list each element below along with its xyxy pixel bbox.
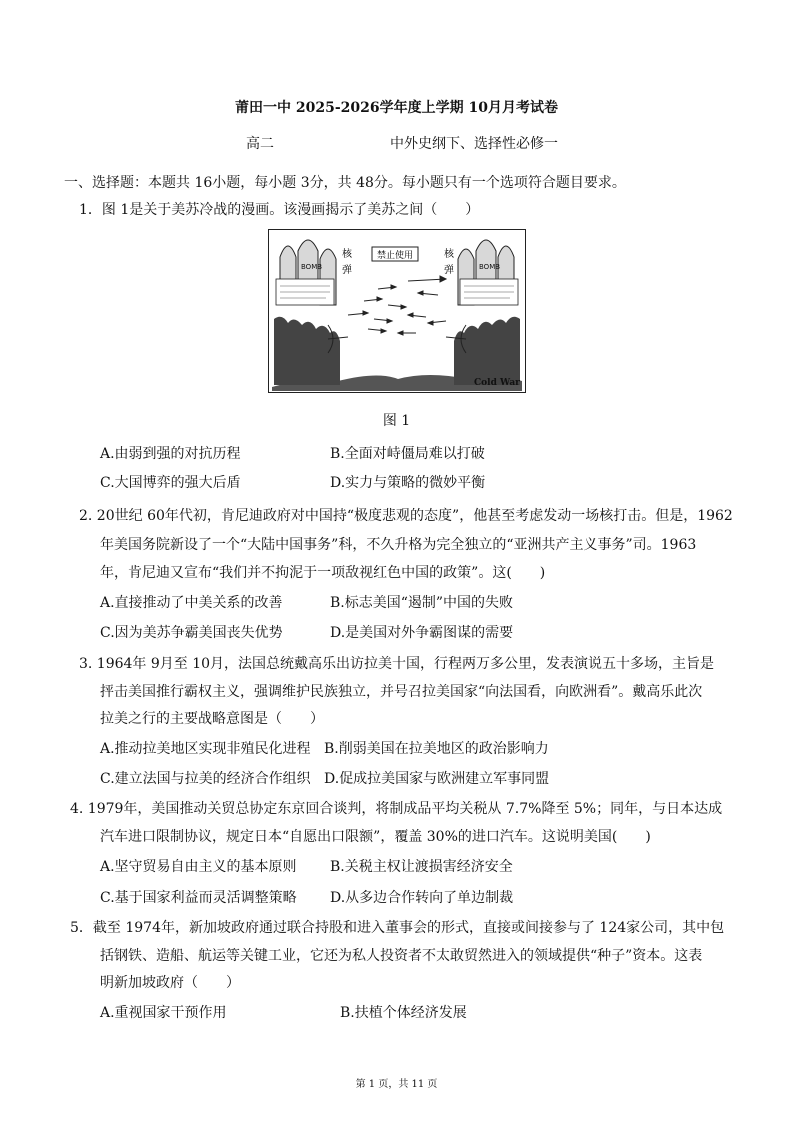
q3-option-b[interactable]: B.削弱美国在拉美地区的政治影响力 xyxy=(324,741,549,757)
nuke-label-right-2: 弹 xyxy=(444,265,454,276)
question-2-line-2: 年美国务院新设了一个“大陆中国事务”科，不久升格为完全独立的“亚洲共产主义事务”司。1963 xyxy=(100,537,697,553)
page-title: 莆田一中 2025-2026学年度上学期 10月月考试卷 xyxy=(235,100,558,116)
nuke-label-left-2: 弹 xyxy=(342,265,352,276)
q4-option-c[interactable]: C.基于国家利益而灵活调整策略 xyxy=(100,890,297,906)
cold-war-label: Cold War xyxy=(474,378,520,388)
question-1-text: 1．图 1是关于美苏冷战的漫画。该漫画揭示了美苏之间（ ） xyxy=(79,202,480,218)
q1-option-a[interactable]: A.由弱到强的对抗历程 xyxy=(100,446,241,462)
q4-option-b[interactable]: B.关税主权让渡损害经济安全 xyxy=(330,859,513,875)
figure-caption: 图 1 xyxy=(382,413,411,429)
grade-label: 高二 xyxy=(246,136,274,152)
question-2-line-1: 2. 20世纪 60年代初，肯尼迪政府对中国持“极度悲观的态度”，他甚至考虑发动一场核打击。但是，1962 xyxy=(79,508,733,524)
subject-label: 中外史纲下、选择性必修一 xyxy=(390,136,558,152)
q1-option-b[interactable]: B.全面对峙僵局难以打破 xyxy=(330,446,485,462)
q2-option-d[interactable]: D.是美国对外争霸图谋的需要 xyxy=(330,625,514,641)
nuke-label-right-1: 核 xyxy=(444,249,454,260)
cold-war-cartoon xyxy=(268,229,526,393)
question-4-line-2: 汽车进口限制协议，规定日本“自愿出口限额”，覆盖 30%的进口汽车。这说明美国( ) xyxy=(100,829,651,845)
bomb-text-left: BOMB xyxy=(301,263,323,271)
q2-option-b[interactable]: B.标志美国“遏制”中国的失败 xyxy=(330,595,514,611)
question-3-line-1: 3. 1964年 9月至 10月，法国总统戴高乐出访拉美十国，行程两万多公里，发表演说五十多场，主旨是 xyxy=(79,656,715,672)
q1-option-c[interactable]: C.大国博弈的强大后盾 xyxy=(100,475,241,491)
q5-option-b[interactable]: B.扶植个体经济发展 xyxy=(340,1005,467,1021)
bomb-text-right: BOMB xyxy=(479,263,501,271)
question-4-line-1: 4. 1979年，美国推动关贸总协定东京回合谈判，将制成品平均关税从 7.7%降至 5%；同年，与日本达成 xyxy=(70,801,723,817)
section-heading: 一、选择题：本题共 16小题，每小题 3分，共 48分。每小题只有一个选项符合题目要求。 xyxy=(64,175,626,191)
question-2-line-3: 年，肯尼迪又宣布“我们并不拘泥于一项敌视红色中国的政策”。这( ) xyxy=(100,565,546,581)
q3-option-d[interactable]: D.促成拉美国家与欧洲建立军事同盟 xyxy=(324,771,550,787)
question-5-line-3: 明新加坡政府（ ） xyxy=(100,975,240,991)
question-5-line-2: 括钢铁、造船、航运等关键工业，它还为私人投资者不太敢贸然进入的领域提供“种子”资本。这表 xyxy=(100,948,703,964)
q4-option-d[interactable]: D.从多边合作转向了单边制裁 xyxy=(330,890,514,906)
page-footer: 第 1 页，共 11 页 xyxy=(355,1079,438,1090)
q3-option-a[interactable]: A.推动拉美地区实现非殖民化进程 xyxy=(100,741,311,757)
q2-option-c[interactable]: C.因为美苏争霸美国丧失优势 xyxy=(100,625,283,641)
q4-option-a[interactable]: A.坚守贸易自由主义的基本原则 xyxy=(100,859,297,875)
q3-option-c[interactable]: C.建立法国与拉美的经济合作组织 xyxy=(100,771,311,787)
question-5-line-1: 5．截至 1974年，新加坡政府通过联合持股和进入董事会的形式，直接或间接参与了 124家公司，其中包 xyxy=(70,920,725,936)
q1-option-d[interactable]: D.实力与策略的微妙平衡 xyxy=(330,475,486,491)
question-3-line-3: 拉美之行的主要战略意图是（ ） xyxy=(100,711,324,727)
nuke-label-left-1: 核 xyxy=(342,249,352,260)
question-3-line-2: 抨击美国推行霸权主义，强调维护民族独立，并号召拉美国家“向法国看，向欧洲看”。戴高乐此次 xyxy=(100,684,703,700)
forbidden-banner: 禁止使用 xyxy=(376,251,414,261)
q2-option-a[interactable]: A.直接推动了中美关系的改善 xyxy=(100,595,283,611)
q5-option-a[interactable]: A.重视国家干预作用 xyxy=(100,1005,227,1021)
